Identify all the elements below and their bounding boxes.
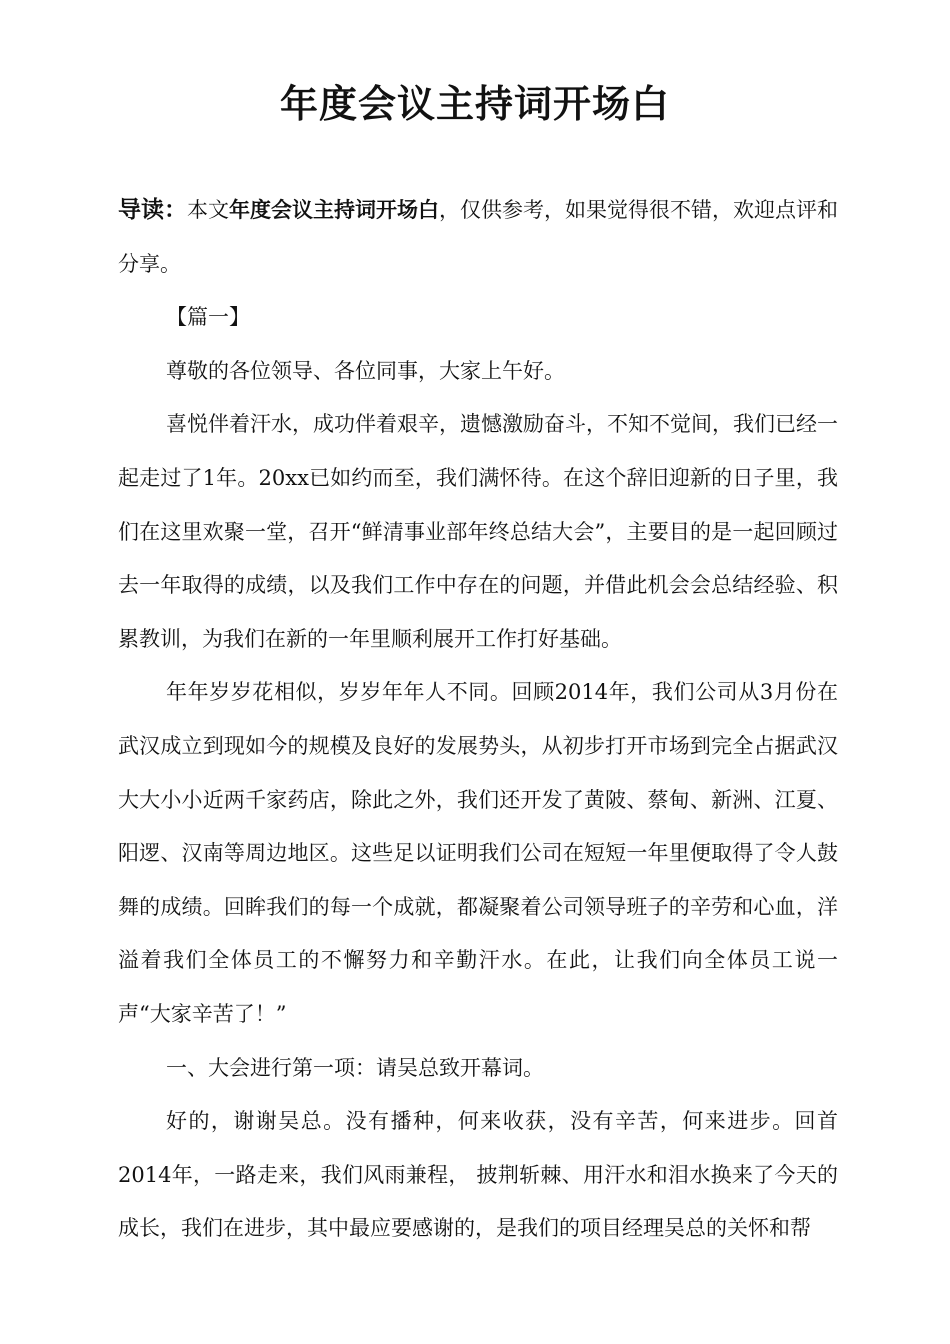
document-body xyxy=(118,183,838,1256)
paragraph-achievements: 年年岁岁花相似，岁岁年年人不同。回顾2014年，我们公司从3月份在武汉成立到现如今的规模及良好的发展势头，从初步打开市场到完全占据武汉大大小小近两千家药店，除此之外，我们还开发了黄陂、蔡甸、新洲、江夏、阳逻、汉南等周边地区。这些足以证明我们公司在短短一年里便取得了令人鼓舞的成绩。回眸我们的每一个成就，都凝聚着公司领导班子的辛劳和心血，洋溢着我们全体员工的不懈努力和辛勤汗水。在此，让我们向全体员工说一声“大家辛苦了！” xyxy=(118,680,838,1026)
intro-paragraph xyxy=(118,183,838,291)
intro-prefix: 本文 xyxy=(187,198,229,222)
intro-bold-title: 年度会议主持词开场白 xyxy=(229,197,439,222)
section-heading: 【篇一】 xyxy=(166,305,250,330)
intro-label: 导读： xyxy=(118,197,187,223)
document-title: 年度会议主持词开场白 xyxy=(279,82,670,126)
paragraph-review: 喜悦伴着汗水，成功伴着艰辛，遗憾激励奋斗，不知不觉间，我们已经一起走过了1年。20xx已如约而至，我们满怀待。在这个辞旧迎新的日子里，我们在这里欢聚一堂，召开“鲜清事业部年终总结大会”，主要目的是一起回顾过去一年取得的成绩，以及我们工作中存在的问题，并借此机会会总结经验、积累教训，为我们在新的一年里顺利展开工作打好基础。 xyxy=(118,412,838,651)
intro-suffix: ，仅供参考，如果觉得很不错，欢迎点评和分享。 xyxy=(118,198,838,276)
paragraph-agenda-item: 一、大会进行第一项：请吴总致开幕词。 xyxy=(166,1055,544,1080)
paragraph-thanks: 好的，谢谢吴总。没有播种，何来收获，没有辛苦，何来进步。回首2014年，一路走来，我们风雨兼程， 披荆斩棘、用汗水和泪水换来了今天的成长，我们在进步，其中最应要感谢的，是我们的项目经理吴总的关怀和帮 xyxy=(118,1109,838,1241)
paragraph-greeting: 尊敬的各位领导、各位同事，大家上午好。 xyxy=(166,358,565,383)
